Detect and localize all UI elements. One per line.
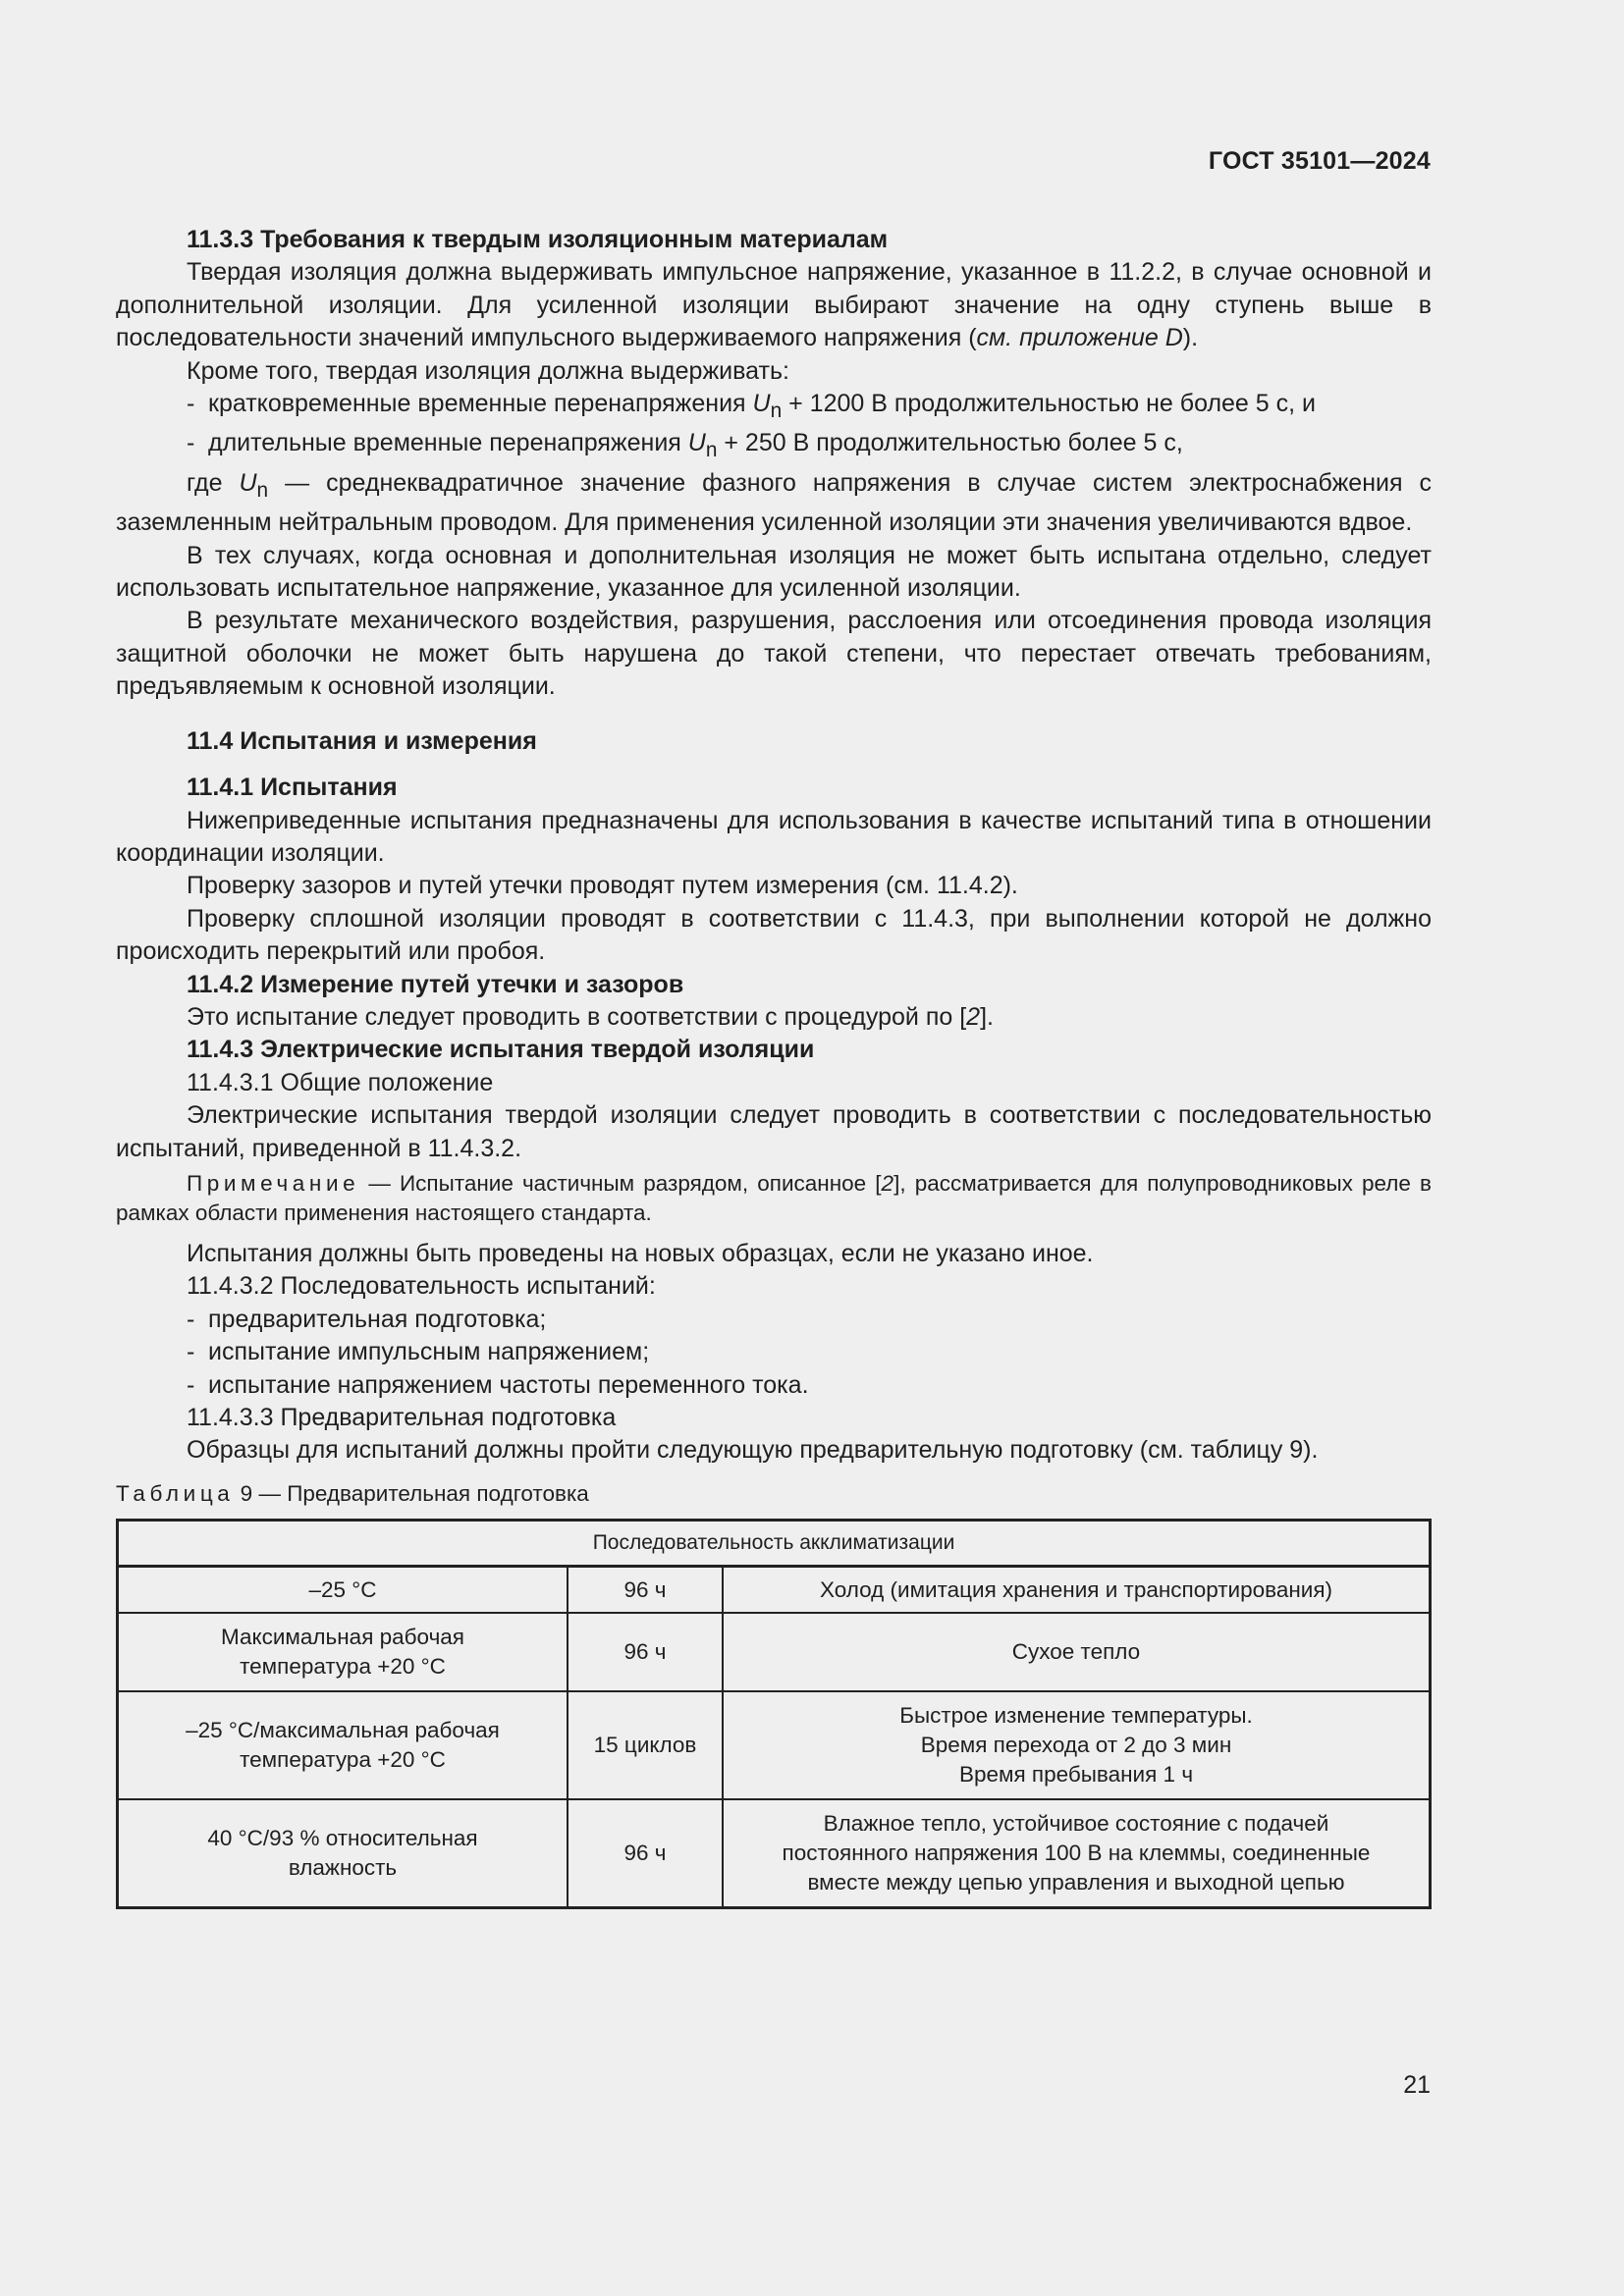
table-header-cell: Последовательность акклиматизации	[118, 1520, 1431, 1566]
section-11-4-title: 11.4 Испытания и измерения	[187, 726, 537, 755]
paragraph: В тех случаях, когда основная и дополнительная изоляция не может быть испытана отдельно, следует использовать испытательное напряжение, указанное для усиленной изоляции.	[116, 541, 1432, 603]
paragraph: Нижеприведенные испытания предназначены для использования в качестве испытаний типа в отношении координации изоляции.	[116, 806, 1432, 867]
paragraph: Это испытание следует проводить в соответствии с процедурой по [2].	[187, 1002, 994, 1031]
section-11-3-3-title: 11.3.3 Требования к твердым изоляционным материалам	[187, 226, 889, 253]
appendix-reference: см. приложение D	[976, 324, 1183, 352]
list-item: - длительные временные перенапряжения $U_n + 250$ В продолжительностью более 5 с,	[187, 429, 1183, 462]
table-row	[118, 1613, 1431, 1691]
page-content	[116, 224, 1432, 1909]
subsection-title: 11.4.3.1 Общие положение	[187, 1068, 494, 1096]
table-header-row	[118, 1520, 1431, 1566]
subsection-title: 11.4.3.3 Предварительная подготовка	[187, 1404, 617, 1431]
paragraph: Проверку сплошной изоляции проводят в соответствии с 11.4.3, при выполнении которой не должно происходить перекрытий или пробоя.	[116, 904, 1432, 966]
section-11-4-2-title: 11.4.2 Измерение путей утечки и зазоров	[187, 970, 684, 998]
duration-cell: 96 ч	[568, 1613, 723, 1691]
list-item: - испытание импульсным напряжением;	[187, 1338, 650, 1366]
condition-cell: –25 °С/максимальная рабочая температура +20 °С	[118, 1691, 568, 1799]
table-9	[116, 1519, 1432, 1909]
paragraph: Электрические испытания твердой изоляции следует проводить в соответствии с последовательностью испытаний, приведенной в 11.4.3.2.	[116, 1101, 1432, 1162]
paragraph: Кроме того, твердая изоляция должна выдерживать:	[187, 356, 789, 385]
paragraph: В результате механического воздействия, разрушения, расслоения или отсоединения провода изоляция защитной оболочки не может быть нарушена до такой степени, что перестает отвечать требованиям, предъявляемым к основной изоляции.	[116, 607, 1432, 701]
section-11-4-3-title: 11.4.3 Электрические испытания твердой изоляции	[187, 1036, 815, 1064]
duration-cell: 15 циклов	[568, 1691, 723, 1799]
table-row	[118, 1566, 1431, 1613]
description-cell: Сухое тепло	[723, 1613, 1431, 1691]
description-cell: Влажное тепло, устойчивое состояние с подачей постоянного напряжения 100 В на клеммы, соединенные вместе между цепью управления и выходной цепью	[723, 1799, 1431, 1907]
list-item: - испытание напряжением частоты переменного тока.	[187, 1370, 809, 1399]
description-cell: Быстрое изменение температуры. Время перехода от 2 до 3 мин Время пребывания 1 ч	[723, 1691, 1431, 1799]
paragraph: Образцы для испытаний должны пройти следующую предварительную подготовку (см. таблицу 9).	[187, 1436, 1319, 1465]
condition-cell: 40 °С/93 % относительная влажность	[118, 1799, 568, 1907]
paragraph: Проверку зазоров и путей утечки проводят путем измерения (см. 11.4.2).	[187, 872, 1018, 900]
condition-cell: Максимальная рабочая температура +20 °С	[118, 1613, 568, 1691]
description-cell: Холод (имитация хранения и транспортирования)	[723, 1566, 1431, 1613]
list-item: - кратковременные временные перенапряжения $U_n + 1200$ В продолжительностью не более 5 с, и	[187, 390, 1316, 423]
note-label: Примечание	[187, 1170, 360, 1196]
duration-cell: 96 ч	[568, 1566, 723, 1613]
section-11-4-1-title: 11.4.1 Испытания	[187, 774, 398, 802]
table-caption: Таблица 9 — Предварительная подготовка	[116, 1480, 589, 1506]
subsection-title: 11.4.3.2 Последовательность испытаний:	[187, 1272, 656, 1301]
page-number: 21	[1403, 2071, 1431, 2099]
paragraph: Твердая изоляция должна выдерживать импульсное напряжение, указанное в 11.2.2, в случае основной и дополнительной изоляции. Для усиленной изоляции выбирают значение на одну ступень выше в последовательности значений импульсного выдерживаемого напряжения (см. приложение D).	[116, 258, 1432, 352]
note: Примечание — Испытание частичным разрядом, описанное [2], рассматривается для полупроводниковых реле в рамках области применения настоящего стандарта.	[116, 1170, 1432, 1225]
duration-cell: 96 ч	[568, 1799, 723, 1907]
paragraph: Испытания должны быть проведены на новых образцах, если не указано иное.	[187, 1239, 1094, 1267]
paragraph: где $U_n$ — среднеквадратичное значение фазного напряжения в случае систем электроснабжения с заземленным нейтральным проводом. Для применения усиленной изоляции эти значения увеличиваются вдвое.	[116, 468, 1433, 537]
condition-cell: –25 °С	[118, 1566, 568, 1613]
list-item: - предварительная подготовка;	[187, 1305, 547, 1333]
table-row	[118, 1799, 1431, 1907]
document-id: ГОСТ 35101—2024	[1208, 147, 1431, 175]
table-row	[118, 1691, 1431, 1799]
